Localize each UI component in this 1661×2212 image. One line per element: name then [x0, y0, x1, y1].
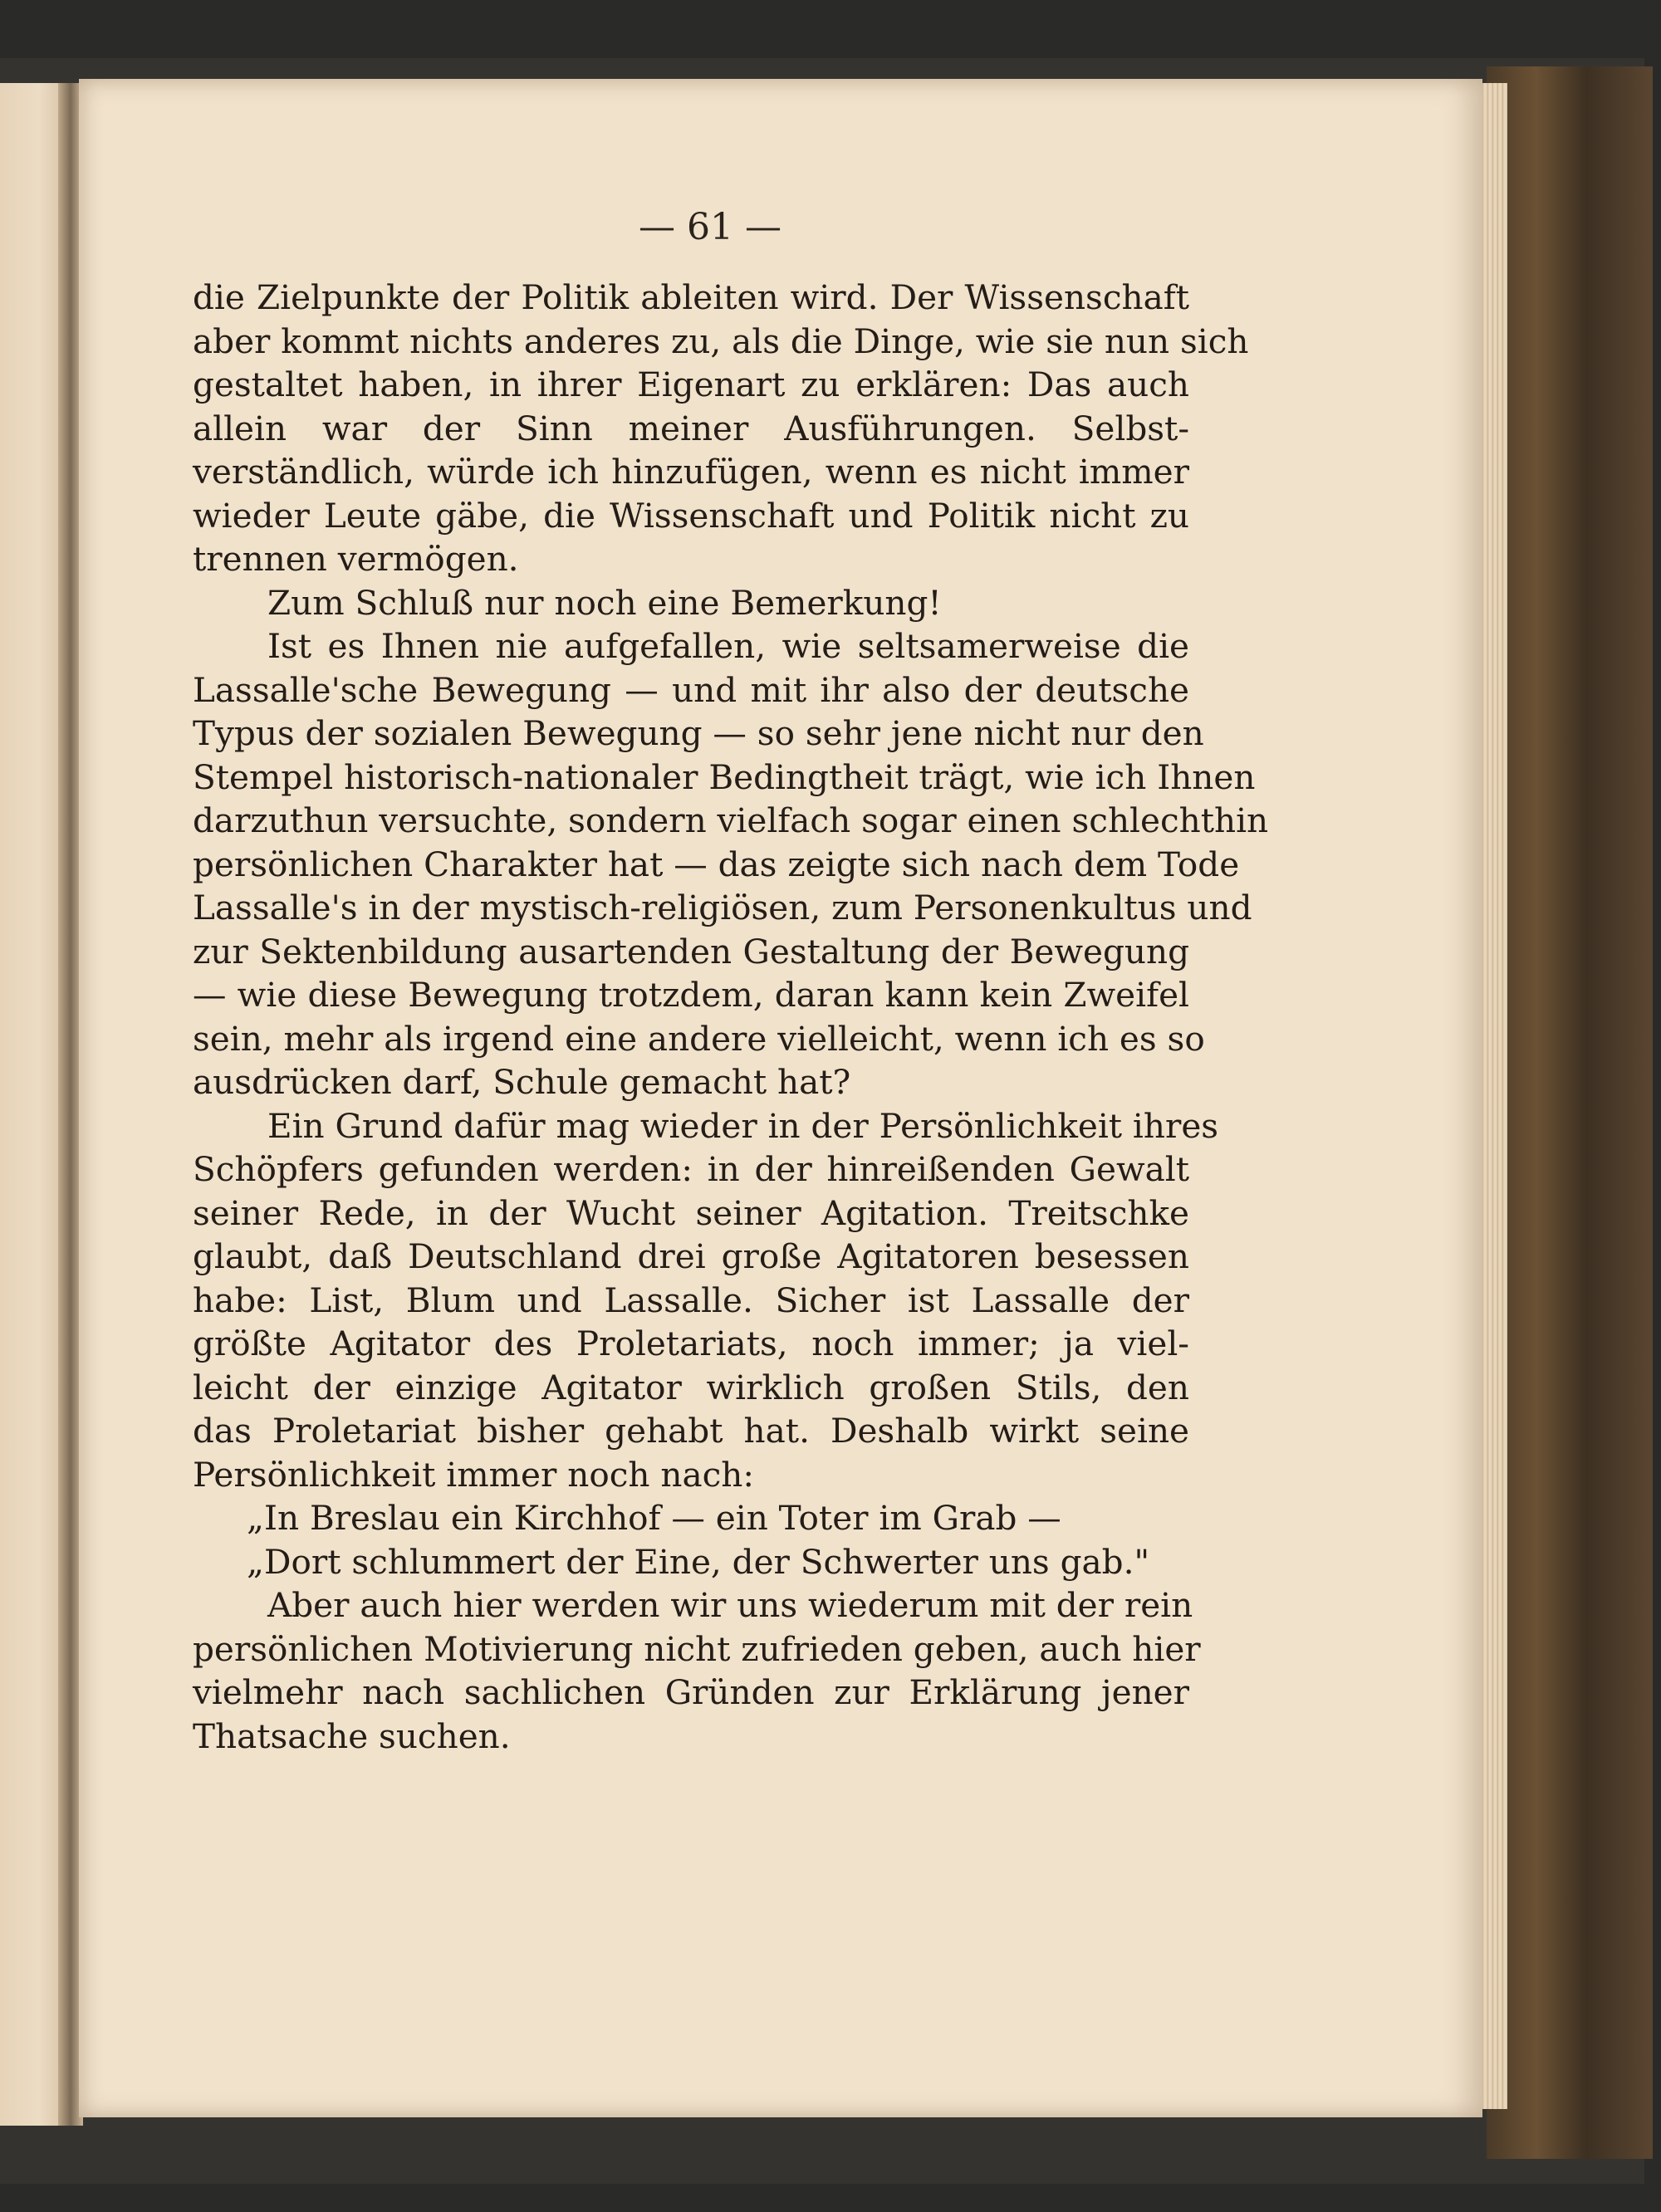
text-line: persönlichen Motivierung nicht zufrieden geben, auch hier [193, 1628, 1201, 1669]
text-line: Aber auch hier werden wir uns wiederum mit der rein [267, 1585, 1193, 1625]
left-page-edge [0, 83, 65, 2126]
text-line: gestaltet haben, in ihrer Eigenart zu erklären: Das auch [193, 365, 1189, 404]
text-line: vielmehr nach sachlichen Gründen zur Erklärung jener [193, 1672, 1189, 1712]
text-line: trennen vermögen. [193, 539, 519, 579]
text-line: Schöpfers gefunden werden: in der hinreißenden Gewalt [193, 1149, 1189, 1189]
text-line: zur Sektenbildung ausartenden Gestaltung der Bewegung [193, 931, 1189, 971]
text-line: verständlich, würde ich hinzufügen, wenn es nicht immer [193, 452, 1189, 492]
body-text [193, 276, 1269, 1758]
text-line: „Dort schlummert der Eine, der Schwerter uns gab." [247, 1541, 1150, 1582]
text-line: Lassalle'sche Bewegung — und mit ihr also der deutsche [193, 669, 1189, 710]
text-line: Stempel historisch-nationaler Bedingtheit trägt, wie ich Ihnen [193, 756, 1256, 797]
book-cover-edge [1487, 66, 1653, 2159]
text-line: Zum Schluß nur noch eine Bemerkung! [267, 582, 942, 623]
page-number: — 61 — [639, 206, 782, 248]
text-line: darzuthun versuchte, sondern vielfach sogar einen schlechthin [193, 800, 1269, 840]
text-line: Persönlichkeit immer noch nach: [193, 1454, 755, 1495]
text-line: aber kommt nichts anderes zu, als die Dinge, wie sie nun sich [193, 321, 1249, 361]
text-line: Ist es Ihnen nie aufgefallen, wie seltsamerweise die [267, 626, 1189, 666]
text-line: Lassalle's in der mystisch-religiösen, zum Personenkultus und [193, 888, 1252, 927]
text-line: Thatsache suchen. [193, 1715, 511, 1756]
text-line: sein, mehr als irgend eine andere vielleicht, wenn ich es so [193, 1018, 1205, 1059]
text-line: wieder Leute gäbe, die Wissenschaft und Politik nicht zu [193, 495, 1189, 536]
text-line: größte Agitator des Proletariats, noch immer; ja viel- [193, 1324, 1189, 1363]
text-line: — wie diese Bewegung trotzdem, daran kann kein Zweifel [193, 975, 1189, 1015]
text-line: habe: List, Blum und Lassalle. Sicher ist Lassalle der [193, 1280, 1189, 1320]
text-line: Ein Grund dafür mag wieder in der Persönlichkeit ihres [267, 1105, 1219, 1146]
text-line: leicht der einzige Agitator wirklich großen Stils, den [193, 1367, 1189, 1407]
text-line: „In Breslau ein Kirchhof — ein Toter im Grab — [247, 1498, 1061, 1538]
text-line: seiner Rede, in der Wucht seiner Agitation. Treitschke [193, 1192, 1189, 1233]
text-line: ausdrücken darf, Schule gemacht hat? [193, 1062, 851, 1102]
text-line: persönlichen Charakter hat — das zeigte sich nach dem Tode [193, 844, 1240, 884]
text-line: allein war der Sinn meiner Ausführungen. Selbst- [193, 408, 1189, 448]
text-line: Typus der sozialen Bewegung — so sehr jene nicht nur den [193, 713, 1204, 753]
text-line: glaubt, daß Deutschland drei große Agitatoren besessen [193, 1236, 1189, 1276]
text-line: die Zielpunkte der Politik ableiten wird. Der Wissenschaft [193, 277, 1189, 317]
text-line: das Proletariat bisher gehabt hat. Deshalb wirkt seine [193, 1411, 1189, 1451]
